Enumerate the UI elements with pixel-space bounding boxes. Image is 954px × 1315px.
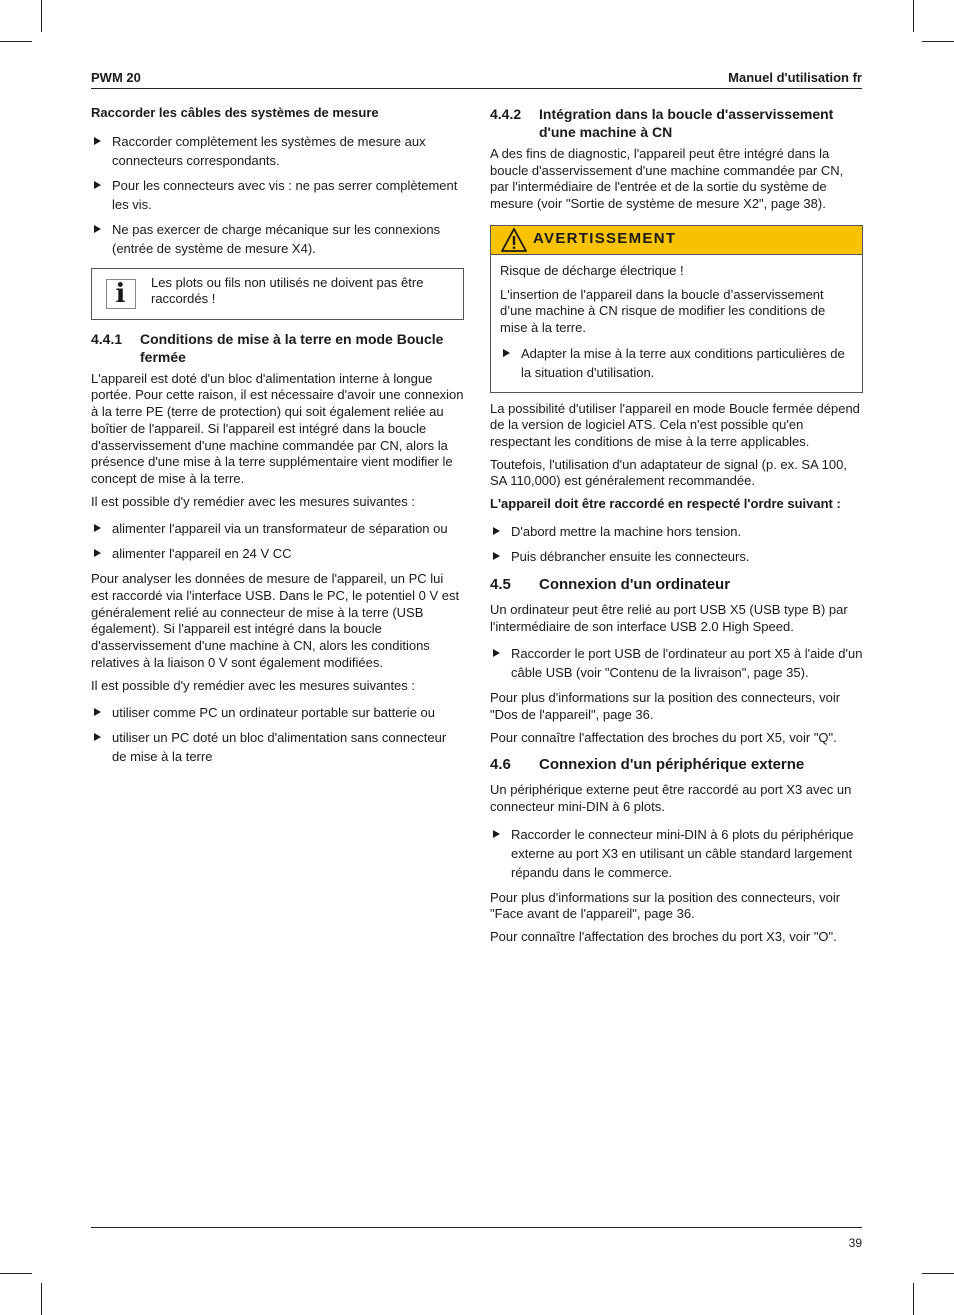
list-item: alimenter l'appareil en 24 V CC <box>91 544 464 563</box>
crop-mark <box>922 1273 954 1274</box>
page-number: 39 <box>848 1236 862 1250</box>
warning-triangle-icon <box>501 228 527 252</box>
section-heading-4-5: 4.5 Connexion d'un ordinateur <box>490 575 731 593</box>
paragraph: Pour plus d'informations sur la position des connecteurs, voir "Face avant de l'appareil", page 36. <box>490 889 841 922</box>
list-item: utiliser comme PC un ordinateur portable sur batterie ou <box>91 703 464 722</box>
crop-mark <box>922 41 954 42</box>
page-header <box>91 68 862 89</box>
list-item: Adapter la mise à la terre aux conditions particulières de la situation d'utilisation. <box>500 344 852 382</box>
section-heading-4-4-1: 4.4.1 Conditions de mise à la terre en mode Boucle fermée <box>91 330 444 365</box>
warning-title: AVERTISSEMENT <box>533 230 677 248</box>
triangle-bullet-icon <box>493 527 500 535</box>
crop-mark <box>41 0 42 32</box>
triangle-bullet-icon <box>94 708 101 716</box>
list-item: utiliser un PC doté un bloc d'alimentation sans connecteur de mise à la terre <box>91 728 464 766</box>
list-item: D'abord mettre la machine hors tension. <box>490 522 863 541</box>
triangle-bullet-icon <box>493 649 500 657</box>
crop-mark <box>0 41 32 42</box>
crop-mark <box>0 1273 32 1274</box>
list-item: Puis débrancher ensuite les connecteurs. <box>490 547 863 566</box>
list-item: alimenter l'appareil via un transformateur de séparation ou <box>91 519 464 538</box>
paragraph: A des fins de diagnostic, l'appareil peut être intégré dans la boucle d'asservissement d'une machine commandée par CN, par l'intermédiaire de l'entrée et de la sortie du système de mesure (voir "Sortie de système de mesure X2", page 38). <box>490 146 844 212</box>
crop-mark <box>913 1283 914 1315</box>
paragraph: Il est possible d'y remédier avec les mesures suivantes : <box>91 493 416 509</box>
warning-box <box>490 225 863 393</box>
left-column <box>91 105 464 774</box>
bullet-list <box>91 519 464 563</box>
right-column <box>490 105 863 952</box>
paragraph: L'appareil est doté d'un bloc d'alimentation interne à longue portée. Pour cette raison, il est nécessaire d'avoir une connexion à la terre PE (terre de protection) qui soit également reliée au boîtier de l'appareil. Si l'appareil est intégré dans la boucle d'asservissement d'une machine commandée par CN, alors la présence d'une mise à la terre supplémentaire vient modifier le concept de mise à la terre. <box>91 370 464 486</box>
subheading-connect-cables: Raccorder les câbles des systèmes de mesure <box>91 105 379 120</box>
crop-mark <box>913 0 914 32</box>
paragraph-bold: L'appareil doit être raccordé en respecté l'ordre suivant : <box>490 496 841 512</box>
list-item: Raccorder complètement les systèmes de mesure aux connecteurs correspondants. <box>91 132 464 170</box>
triangle-bullet-icon <box>94 137 101 145</box>
bullet-list <box>91 703 464 766</box>
list-item: Raccorder le port USB de l'ordinateur au port X5 à l'aide d'un câble USB (voir "Contenu de la livraison", page 35). <box>490 644 863 682</box>
triangle-bullet-icon <box>94 225 101 233</box>
triangle-bullet-icon <box>493 830 500 838</box>
footer-rule <box>91 1227 862 1228</box>
warning-line: L'insertion de l'appareil dans la boucle d’asservissement d’une machine à CN risque de modifier les conditions de mise à la terre. <box>500 286 826 335</box>
list-item: Pour les connecteurs avec vis : ne pas serrer complètement les vis. <box>91 176 464 214</box>
paragraph: Il est possible d'y remédier avec les mesures suivantes : <box>91 677 416 693</box>
header-manual-title: Manuel d'utilisation fr <box>728 70 862 85</box>
triangle-bullet-icon <box>94 181 101 189</box>
section-heading-4-4-2: 4.4.2 Intégration dans la boucle d'asservissement d'une machine à CN <box>490 106 834 140</box>
list-item: Ne pas exercer de charge mécanique sur les connexions (entrée de système de mesure X4). <box>91 220 464 258</box>
bullet-list <box>490 644 863 682</box>
paragraph: Un périphérique externe peut être raccordé au port X3 avec un connecteur mini-DIN à 6 plots. <box>490 782 852 815</box>
triangle-bullet-icon <box>94 524 101 532</box>
header-product: PWM 20 <box>91 70 141 85</box>
bullet-list <box>91 132 464 258</box>
paragraph: Toutefois, l'utilisation d'un adaptateur de signal (p. ex. SA 100, SA 110,000) est généralement recommandée. <box>490 456 847 489</box>
info-icon: i <box>106 279 136 309</box>
paragraph: Pour connaître l'affectation des broches du port X5, voir "Q". <box>490 729 837 745</box>
bullet-list <box>490 522 863 566</box>
paragraph: Un ordinateur peut être relié au port USB X5 (USB type B) par l'intermédiaire de son interface USB 2.0 High Speed. <box>490 601 848 634</box>
bullet-list <box>490 825 863 882</box>
triangle-bullet-icon <box>493 552 500 560</box>
warning-line: Risque de décharge électrique ! <box>500 262 684 278</box>
paragraph: La possibilité d'utiliser l'appareil en mode Boucle fermée dépend de la version de logiciel ATS. Cela n'est possible qu'en respectant les conditions de mise à la terre applicables. <box>490 400 860 450</box>
triangle-bullet-icon <box>94 549 101 557</box>
bullet-list <box>500 344 852 382</box>
note-text: Les plots ou fils non utilisés ne doivent pas être raccordés ! <box>151 274 424 307</box>
section-heading-4-6: 4.6 Connexion d'un périphérique externe <box>490 756 805 774</box>
paragraph: Pour analyser les données de mesure de l'appareil, un PC lui est raccordé via l'interface USB. Dans le PC, le potentiel 0 V est généralement relié au connecteur de mise à la terre (USB également). Si l'appareil est intégré dans la boucle d'asservissement d'une machine à CN, alors les conditions relatives à la liaison 0 V sont également modifiées. <box>91 571 460 670</box>
crop-mark <box>41 1283 42 1315</box>
list-item: Raccorder le connecteur mini-DIN à 6 plots du périphérique externe au port X3 en utilisant un câble standard largement répandu dans le commerce. <box>490 825 863 882</box>
triangle-bullet-icon <box>94 733 101 741</box>
triangle-bullet-icon <box>503 349 510 357</box>
paragraph: Pour connaître l'affectation des broches du port X3, voir "O". <box>490 929 837 945</box>
paragraph: Pour plus d'informations sur la position des connecteurs, voir "Dos de l'appareil", page 36. <box>490 690 841 722</box>
info-note <box>91 268 464 320</box>
warning-header <box>491 226 862 255</box>
